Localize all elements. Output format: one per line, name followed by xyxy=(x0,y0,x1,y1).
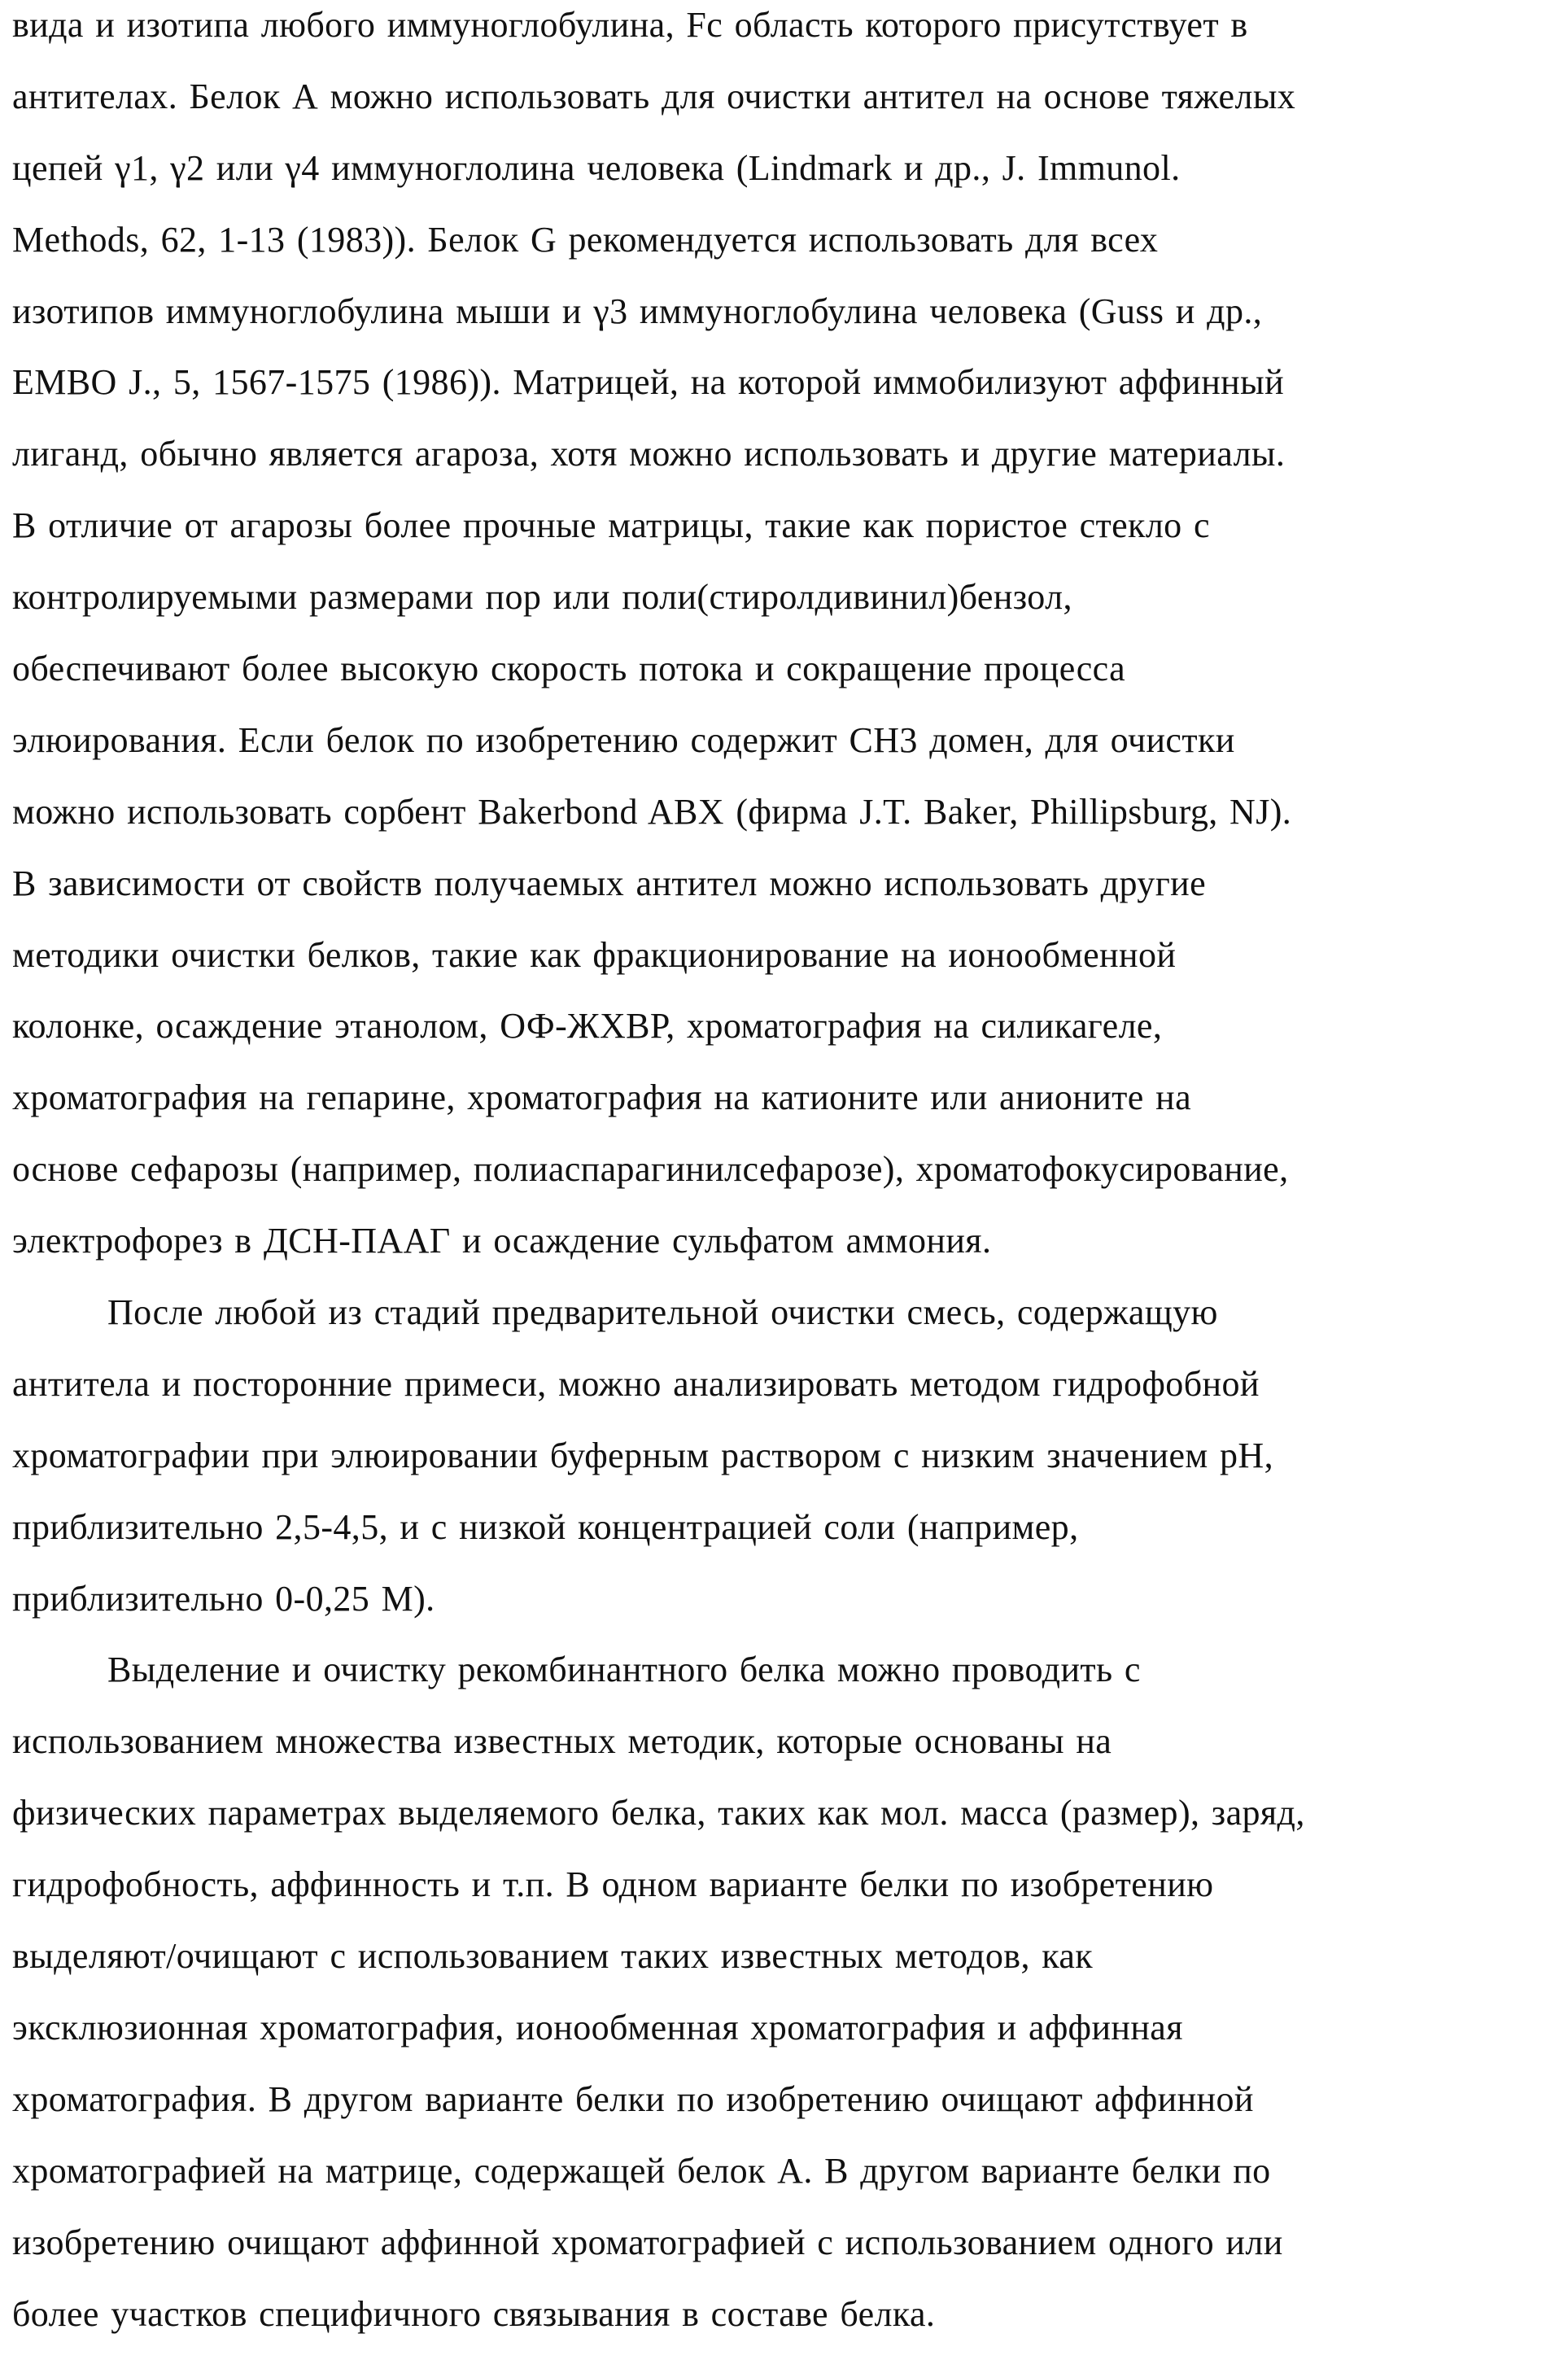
text-line: выделяют/очищают с использованием таких известных методов, как xyxy=(12,1931,1562,2003)
text-line: обеспечивают более высокую скорость потока и сокращение процесса xyxy=(12,644,1562,715)
text-line: хроматографии при элюировании буферным раствором с низким значением pH, xyxy=(12,1431,1562,1502)
paragraph xyxy=(12,1645,1562,2360)
text-line: основе сефарозы (например, полиаспарагинилсефарозе), хроматофокусирование, xyxy=(12,1144,1562,1216)
text-line: хроматографией на матрице, содержащей белок А. В другом варианте белки по xyxy=(12,2146,1562,2218)
text-line: Methods, 62, 1-13 (1983)). Белок G рекомендуется использовать для всех xyxy=(12,215,1562,286)
text-line: элюирования. Если белок по изобретению содержит CH3 домен, для очистки xyxy=(12,715,1562,787)
text-line: использованием множества известных методик, которые основаны на xyxy=(12,1716,1562,1788)
text-line: более участков специфичного связывания в составе белка. xyxy=(12,2289,1562,2360)
text-line: В отличие от агарозы более прочные матрицы, такие как пористое стекло с xyxy=(12,500,1562,572)
text-line: изобретению очищают аффинной хроматографией с использованием одного или xyxy=(12,2218,1562,2289)
paragraph xyxy=(12,0,1562,1287)
text-line: колонке, осаждение этанолом, ОФ-ЖХВР, хроматография на силикагеле, xyxy=(12,1001,1562,1073)
text-line: методики очистки белков, такие как фракционирование на ионообменной xyxy=(12,930,1562,1002)
text-line: электрофорез в ДСН-ПААГ и осаждение сульфатом аммония. xyxy=(12,1216,1562,1287)
text-line: хроматография. В другом варианте белки по изобретению очищают аффинной xyxy=(12,2074,1562,2146)
text-line: лиганд, обычно является агароза, хотя можно использовать и другие материалы. xyxy=(12,429,1562,500)
text-line: антитела и посторонние примеси, можно анализировать методом гидрофобной xyxy=(12,1359,1562,1431)
text-line: можно использовать сорбент Bakerbond ABX (фирма J.T. Baker, Phillipsburg, NJ). xyxy=(12,787,1562,859)
document-page xyxy=(12,0,1562,2360)
text-line: эксклюзионная хроматография, ионообменная хроматография и аффинная xyxy=(12,2003,1562,2074)
text-line: После любой из стадий предварительной очистки смесь, содержащую xyxy=(12,1287,1562,1359)
text-line: контролируемыми размерами пор или поли(стиролдивинил)бензол, xyxy=(12,572,1562,644)
text-line: гидрофобность, аффинность и т.п. В одном варианте белки по изобретению xyxy=(12,1860,1562,1931)
text-line: В зависимости от свойств получаемых антител можно использовать другие xyxy=(12,859,1562,930)
text-line: изотипов иммуноглобулина мыши и γ3 иммуноглобулина человека (Guss и др., xyxy=(12,286,1562,358)
text-line: хроматография на гепарине, хроматография на катионите или анионите на xyxy=(12,1073,1562,1144)
text-line: приблизительно 2,5-4,5, и с низкой концентрацией соли (например, xyxy=(12,1502,1562,1574)
text-line: EMBO J., 5, 1567-1575 (1986)). Матрицей, на которой иммобилизуют аффинный xyxy=(12,357,1562,429)
text-line: вида и изотипа любого иммуноглобулина, Fc область которого присутствует в xyxy=(12,0,1562,72)
text-line: Выделение и очистку рекомбинантного белка можно проводить с xyxy=(12,1645,1562,1716)
text-line: приблизительно 0-0,25 М). xyxy=(12,1574,1562,1645)
paragraph xyxy=(12,1287,1562,1645)
text-line: антителах. Белок А можно использовать для очистки антител на основе тяжелых xyxy=(12,72,1562,143)
text-line: цепей γ1, γ2 или γ4 иммуноглолина человека (Lindmark и др., J. Immunol. xyxy=(12,143,1562,215)
text-line: физических параметрах выделяемого белка, таких как мол. масса (размер), заряд, xyxy=(12,1788,1562,1860)
